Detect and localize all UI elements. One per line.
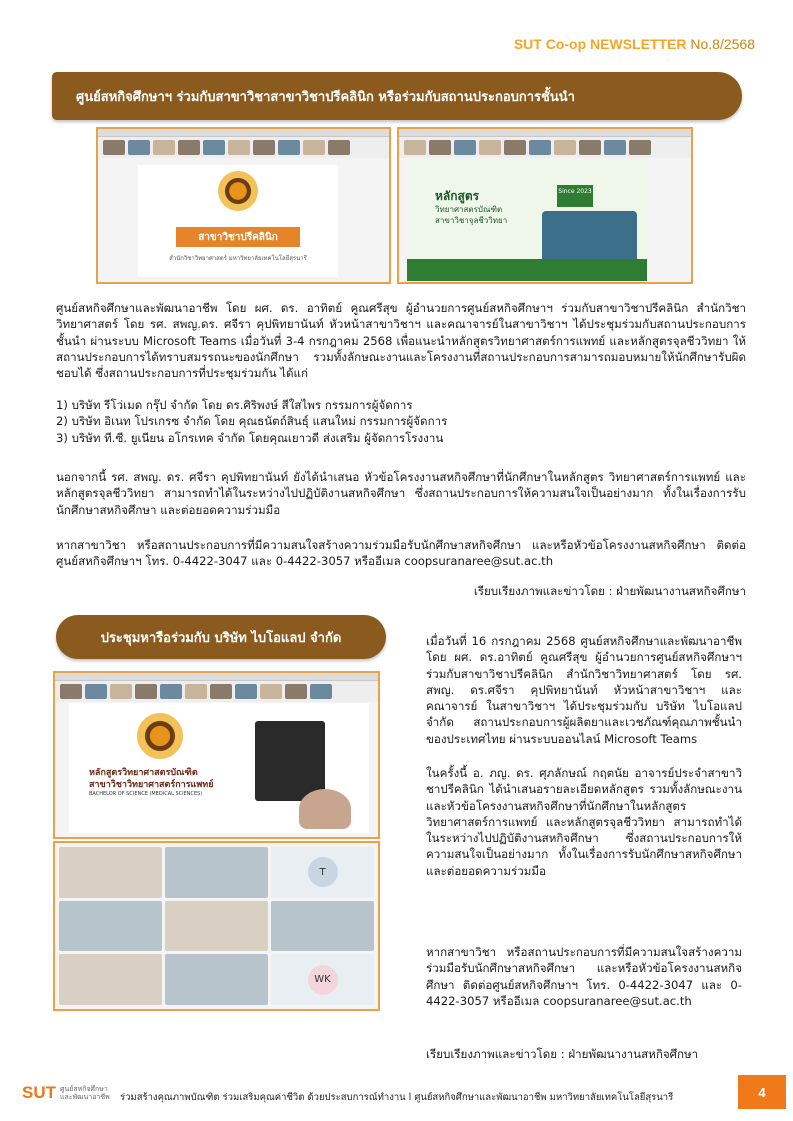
meeting-screenshot-3 [53,671,380,839]
slide-title: หลักสูตร [435,189,480,203]
participant-thumb [253,140,275,155]
footer-logo [22,1083,110,1103]
logo-org-line: และพัฒนาอาชีพ [60,1093,110,1101]
participant-thumb [554,140,576,155]
newsletter-header [514,36,755,52]
avatar-initial: T [308,857,338,887]
section2-credit: เรียบเรียงภาพและข่าวโดย : ฝ่ายพัฒนางานสหกิจศึกษา [426,1047,699,1061]
participant-thumb [160,684,182,699]
participant-thumb [629,140,651,155]
section1-paragraph-2: นอกจากนี้ รศ. สพญ. ดร. ศจีรา คุปพิทยานันท์ ยังได้นำเสนอ หัวข้อโครงงานสหกิจศึกษาที่นักศึกษาในหลักสูตร วิทยาศาสตร์การแพทย์ และหลักสูตรจุลชีววิทยา สามารถทำได้ในระหว่างไปปฏิบัติงานสหกิจศึกษา ซึ่งสถานประกอบการให้ความสนใจเป็นอย่างมาก ทั้งในเรื่องการรับนักศึกษาสหกิจศึกษา และต่อยอดความร่วมมือ [56,470,746,517]
slide-english: BACHELOR OF SCIENCE (MEDICAL SCIENCES) [89,791,203,797]
meeting-screenshot-1 [96,127,391,284]
window-titlebar [55,673,378,681]
section1-paragraph-1 [56,300,746,381]
participant-strip [98,137,389,158]
participant-thumb [529,140,551,155]
participant-thumb [210,684,232,699]
newsletter-name: SUT Co-op NEWSLETTER [513,36,687,52]
participant-video [59,847,162,898]
list-item: 1) บริษัท รีโว่เมด กรุ๊ป จำกัด โดย ดร.ศิริพงษ์ สีใสไพร กรรมการผู้จัดการ [56,398,413,412]
list-item: 3) บริษัท ที.ซี. ยูเนียน อโกรเทค จำกัด โดยคุณเยาวดี ส่งเสริม ผู้จัดการโรงงาน [56,430,444,445]
participant-thumb [328,140,350,155]
page-number: 4 [738,1075,786,1109]
window-titlebar [98,129,389,137]
participant-thumb [285,684,307,699]
paragraph-text: ศูนย์สหกิจศึกษาและพัฒนาอาชีพ โดย ผศ. ดร. อาทิตย์ คูณศรีสุข ผู้อำนวยการศูนย์สหกิจศึกษาฯ ร่วมกับสาขาวิชาปรีคลินิก สำนักวิชาวิทยาศาสตร์ โดย รศ. สพญ.ดร. ศจีรา คุปพิทยานันท์ หัวหน้าสาขาวิชาฯ และคณาจารย์ในสาขาวิชาฯ ได้ประชุมร่วมกับสถานประกอบการชั้นนำ ผ่านระบบ Microsoft Teams เมื่อวันที่ 3-4 กรกฎาคม 2568 เพื่อแนะนำหลักสูตรวิทยาศาสตร์การแพทย์ และหลักสูตรจุลชีววิทยา ให้สถานประกอบการได้ทราบสมรรถนะของนักศึกษา รวมทั้งลักษณะงานและโครงงานที่สถานประกอบการสามารถมอบหมายให้นักศึกษารับผิดชอบได้ ซึ่งสถานประกอบการที่ประชุมร่วมกัน ได้แก่ [56,301,746,381]
list-item: 2) บริษัท อิเนท โปรเกรซ จำกัด โดย คุณธนัตถ์สินธุ์ แสนใหม่ กรรมการผู้จัดการ [56,414,448,429]
participant-video [165,954,268,1005]
footer-tagline: ร่วมสร้างคุณภาพบัณฑิต ร่วมเสริมคุณค่าชีวิต ด้วยประสบการณ์ทำงาน l ศูนย์สหกิจศึกษาและพัฒนาอาชีพ มหาวิทยาลัยเทคโนโลยีสุรนารี [120,1092,674,1103]
section1-credit: เรียบเรียงภาพและข่าวโดย : ฝ่ายพัฒนางานสหกิจศึกษา [473,584,746,598]
participant-thumb [310,684,332,699]
avatar-initial: WK [308,965,338,995]
shared-slide [407,159,647,281]
participant-thumb [103,140,125,155]
participant-thumb [153,140,175,155]
participant-thumb [579,140,601,155]
section1-contact: หากสาขาวิชา หรือสถานประกอบการที่มีความสนใจสร้างความร่วมมือรับนักศึกษาสหกิจศึกษา และหรือหัวข้อโครงงานสหกิจศึกษา ติดต่อศูนย์สหกิจศึกษาฯ โทร. 0-4422-3047 และ 0-4422-3057 หรืออีเมล coopsuranaree@sut.ac.th [56,538,746,569]
participant-thumb [260,684,282,699]
participant-thumb [235,684,257,699]
participant-thumb [135,684,157,699]
slide-major: สาขาวิชาจุลชีววิทยา [435,216,508,225]
participant-thumb [228,140,250,155]
slide-footer-band [407,259,647,281]
university-seal-icon [137,713,183,759]
logo-org-line: ศูนย์สหกิจศึกษา [60,1085,108,1093]
participant-strip [55,681,378,702]
participant-thumb [454,140,476,155]
participant-thumb [429,140,451,155]
university-seal-icon [218,171,258,211]
window-titlebar [399,129,691,137]
participant-thumb [60,684,82,699]
issue-number: No.8/2568 [690,36,755,52]
section2-paragraph-2: ในครั้งนี้ อ. ภญ. ดร. ศุภลักษณ์ กฤตนัย อาจารย์ประจำสาขาวิชาปรีคลินิก ได้นำเสนอรายละเอียดหลักสูตร รวมทั้งลักษณะงานและหัวข้อโครงงานสหกิจศึกษาที่นักศึกษาในหลักสูตร วิทยาศาสตร์การแพทย์ และหลักสูตรจุลชีววิทยา สามารถทำได้ในระหว่างไปปฏิบัติงานสหกิจศึกษา ซึ่งสถานประกอบการให้ความสนใจเป็นอย่างมาก ทั้งในเรื่องการรับนักศึกษาสหกิจศึกษา และต่อยอดความร่วมมือ [426,766,742,878]
sut-logo: SUT [22,1083,56,1102]
participant-video [165,847,268,898]
participant-thumb [110,684,132,699]
slide-degree: วิทยาศาสตรบัณฑิต [435,205,503,214]
participant-thumb [185,684,207,699]
section2-banner: ประชุมหารือร่วมกับ บริษัท ไบโอแลป จำกัด [56,615,386,659]
slide-illustration [255,721,325,801]
participant-avatar [271,954,374,1005]
video-gallery [55,843,378,1009]
participant-thumb [504,140,526,155]
shared-slide [138,165,338,277]
participant-thumb [278,140,300,155]
lab-photo [542,211,637,265]
participant-avatar [271,847,374,898]
meeting-screenshot-2 [397,127,693,284]
participant-strip [399,137,691,158]
company-list [56,397,746,446]
since-badge: Since 2023 [557,185,593,207]
shared-slide [69,703,369,833]
section2-contact: หากสาขาวิชา หรือสถานประกอบการที่มีความสนใจสร้างความร่วมมือรับนักศึกษาสหกิจศึกษา และหรือหัวข้อโครงงานสหกิจศึกษา ติดต่อศูนย์สหกิจศึกษาฯ โทร. 0-4422-3047 และ 0-4422-3057 หรืออีเมล coopsuranaree@sut.ac.th [426,945,742,1008]
slide-subtitle: สำนักวิชาวิทยาศาสตร์ มหาวิทยาลัยเทคโนโลยีสุรนารี [169,255,307,262]
participant-thumb [85,684,107,699]
participant-thumb [128,140,150,155]
participant-video [271,901,374,952]
participant-thumb [203,140,225,155]
participant-thumb [604,140,626,155]
participant-thumb [479,140,501,155]
slide-title: สาขาวิชาปรีคลินิก [176,227,300,247]
participant-video [59,901,162,952]
participant-video [165,901,268,952]
slide-major: สาขาวิชาวิทยาศาสตร์การแพทย์ [89,780,214,790]
section2-paragraph-1: เมื่อวันที่ 16 กรกฎาคม 2568 ศูนย์สหกิจศึกษาและพัฒนาอาชีพ โดย ผศ. ดร.อาทิตย์ คูณศรีสุข ผู้อำนวยการศูนย์สหกิจศึกษาฯ ร่วมกับสาขาวิชาปรีคลินิก สำนักวิชาวิทยาศาสตร์ โดย รศ. สพญ. ดร.ศจีรา คุปพิทยานันท์ หัวหน้าสาขาวิชาฯ และคณาจารย์ ในสาขาวิชาฯ ได้ประชุมร่วมกับ บริษัท ไบโอแลป จำกัด สถานประกอบการผู้ผลิตยาและเวชภัณฑ์คุณภาพชั้นนำของประเทศไทย ผ่านระบบออนไลน์ Microsoft Teams [426,634,742,746]
slide-title: หลักสูตรวิทยาศาสตรบัณฑิต [89,768,198,778]
participant-video [59,954,162,1005]
logo-org-name [60,1085,110,1101]
section1-banner: ศูนย์สหกิจศึกษาฯ ร่วมกับสาขาวิชาสาขาวิชาปรีคลินิก หรือร่วมกับสถานประกอบการชั้นนำ [52,72,742,120]
presenter-video [299,789,351,829]
participant-thumb [404,140,426,155]
meeting-screenshot-4 [53,841,380,1011]
participant-thumb [178,140,200,155]
participant-thumb [303,140,325,155]
